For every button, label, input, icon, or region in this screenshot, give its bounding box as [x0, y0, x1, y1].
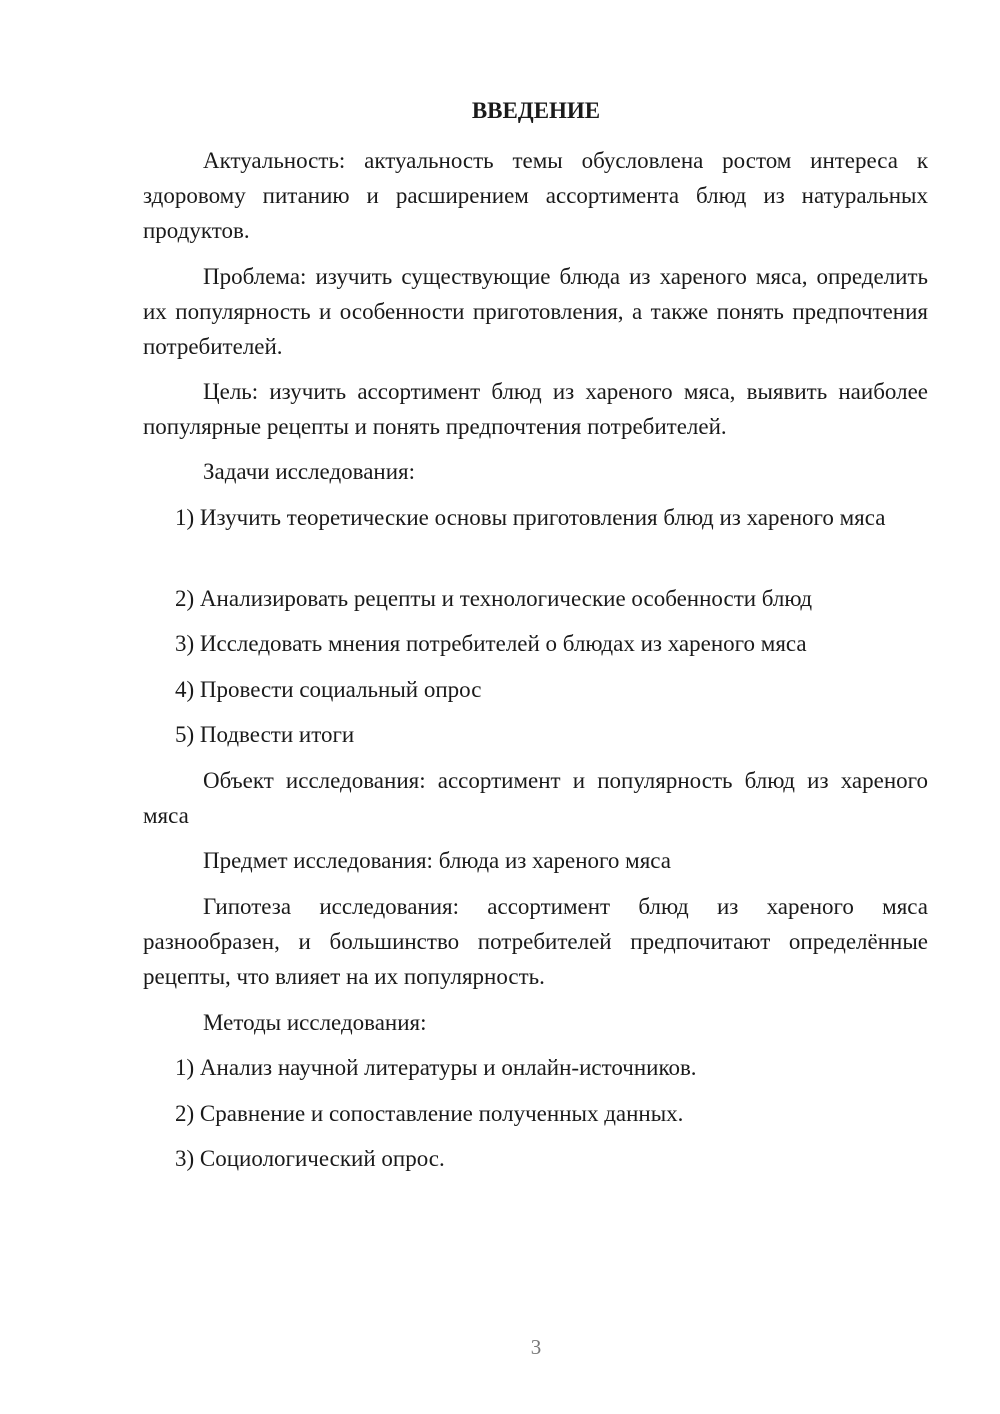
paragraph-object: Объект исследования: ассортимент и популярность блюд из хареного мяса — [143, 768, 928, 828]
method-item-3: 3) Социологический опрос. — [175, 1146, 445, 1171]
method-item-1: 1) Анализ научной литературы и онлайн-источников. — [175, 1055, 697, 1080]
task-item-5: 5) Подвести итоги — [175, 722, 355, 747]
task-item-4: 4) Провести социальный опрос — [175, 677, 482, 702]
task-item-2: 2) Анализировать рецепты и технологические особенности блюд — [175, 586, 813, 611]
paragraph-relevance: Актуальность: актуальность темы обусловлена ростом интереса к здоровому питанию и расширением ассортимента блюд из натуральных продуктов. — [143, 148, 928, 243]
task-item-3: 3) Исследовать мнения потребителей о блюдах из хареного мяса — [175, 631, 807, 656]
paragraph-tasks-title: Задачи исследования: — [203, 459, 416, 484]
paragraph-subject: Предмет исследования: блюда из хареного мяса — [203, 848, 671, 873]
method-item-2: 2) Сравнение и сопоставление полученных данных. — [175, 1101, 684, 1126]
section-heading: ВВЕДЕНИЕ — [471, 98, 601, 123]
paragraph-problem: Проблема: изучить существующие блюда из хареного мяса, определить их популярность и особенности приготовления, а также понять предпочтения потребителей. — [143, 264, 928, 359]
paragraph-hypothesis: Гипотеза исследования: ассортимент блюд из хареного мяса разнообразен, и большинство потребителей предпочитают определённые рецепты, что влияет на их популярность. — [143, 894, 928, 989]
paragraph-goal: Цель: изучить ассортимент блюд из хареного мяса, выявить наиболее популярные рецепты и понять предпочтения потребителей. — [143, 379, 928, 439]
task-item-1: 1) Изучить теоретические основы приготовления блюд из хареного мяса — [175, 505, 886, 530]
paragraph-methods-title: Методы исследования: — [203, 1010, 427, 1035]
page-number: 3 — [530, 1335, 542, 1359]
